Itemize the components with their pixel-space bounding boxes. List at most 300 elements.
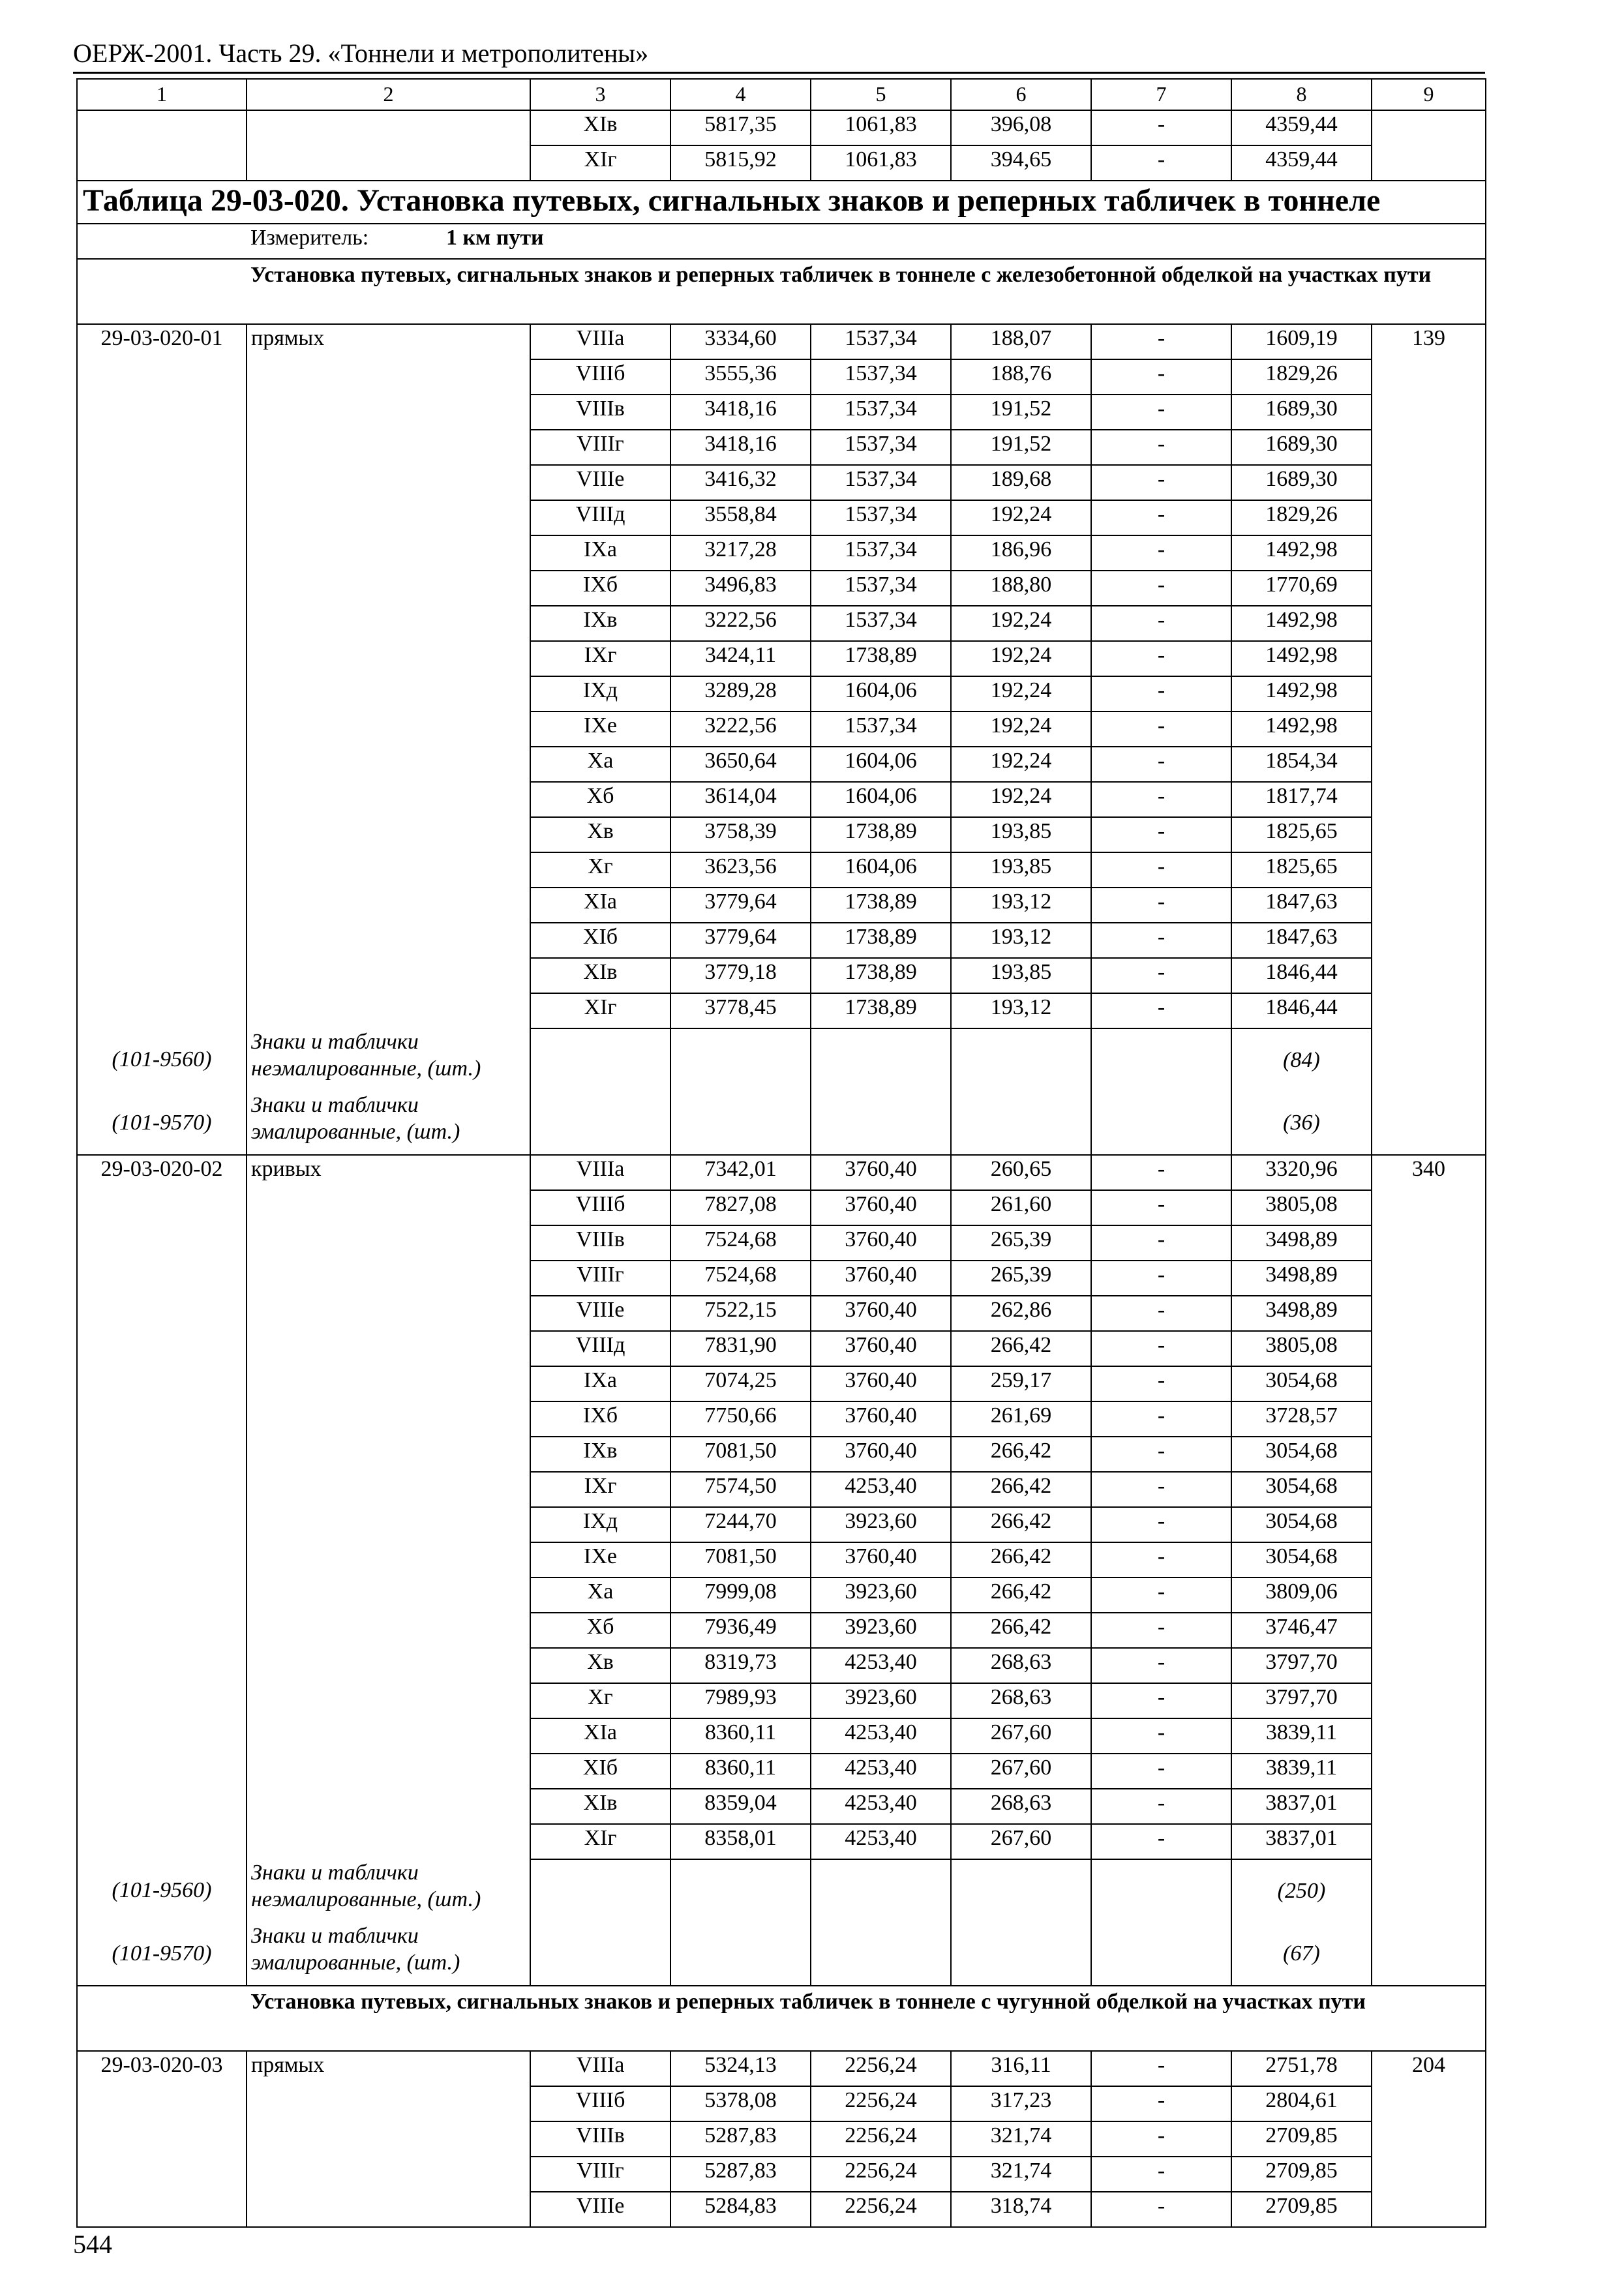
rate-code: 29-03-020-01 <box>77 324 247 359</box>
cell-col-5: 4253,40 <box>811 1472 951 1507</box>
meter-label: Измеритель: <box>250 226 369 250</box>
cell-col-1 <box>77 641 247 676</box>
cell-col-4: 7999,08 <box>670 1578 811 1613</box>
cell-col-4: 3623,56 <box>670 852 811 888</box>
cell-col-7: - <box>1091 500 1231 535</box>
cell-col-2 <box>247 1366 530 1401</box>
cell-col-1 <box>77 1437 247 1472</box>
section-spacer <box>77 259 247 324</box>
cell-col-1 <box>77 782 247 817</box>
cell-col-3: Xб <box>530 782 670 817</box>
cell-col-5: 3760,40 <box>811 1225 951 1261</box>
cell-col-6: 266,42 <box>951 1437 1091 1472</box>
cell-col-2 <box>247 571 530 606</box>
cell-col-3: VIIIе <box>530 1296 670 1331</box>
cell-col-6: 396,08 <box>951 110 1091 145</box>
cell-col-6: 188,07 <box>951 324 1091 359</box>
cell-col-1 <box>77 571 247 606</box>
table-row <box>77 465 1486 500</box>
cell-col-5: 2256,24 <box>811 2157 951 2192</box>
table-row <box>77 324 1486 359</box>
meter-row <box>77 224 1486 259</box>
column-number: 9 <box>1372 79 1486 110</box>
cell-col-6: 192,24 <box>951 641 1091 676</box>
cell-col-4: 8359,04 <box>670 1789 811 1824</box>
cell-col-1 <box>77 1578 247 1613</box>
cell-col-2 <box>247 1401 530 1437</box>
table-row <box>77 711 1486 747</box>
cell-col-2 <box>247 1225 530 1261</box>
cell-col-4: 5284,83 <box>670 2192 811 2227</box>
table-row <box>77 1542 1486 1578</box>
cell-col-8: 1492,98 <box>1231 641 1372 676</box>
table-row <box>77 430 1486 465</box>
cell-col-2 <box>247 395 530 430</box>
cell-col-1 <box>77 2121 247 2157</box>
cell-col-5: 1738,89 <box>811 817 951 852</box>
cell-col-7 <box>1091 1922 1231 1986</box>
table-row <box>77 2192 1486 2227</box>
cell-col-4: 3779,64 <box>670 888 811 923</box>
cell-col-5: 3923,60 <box>811 1613 951 1648</box>
cell-col-7: - <box>1091 1507 1231 1542</box>
table-row <box>77 1613 1486 1648</box>
cell-col-3: XIв <box>530 1789 670 1824</box>
cell-col-5: 1061,83 <box>811 110 951 145</box>
cell-col-5 <box>811 1092 951 1155</box>
cell-col-4: 8319,73 <box>670 1648 811 1683</box>
cell-col-8: 3054,68 <box>1231 1366 1372 1401</box>
cell-col-4: 3779,64 <box>670 923 811 958</box>
meter-value: 1 км пути <box>446 226 544 250</box>
cell-col-6: 259,17 <box>951 1366 1091 1401</box>
table-row <box>77 1683 1486 1718</box>
cell-col-1 <box>77 1190 247 1225</box>
cell-col-6: 316,11 <box>951 2051 1091 2086</box>
table-title: Таблица 29-03-020. Установка путевых, сигнальных знаков и реперных табличек в тоннеле <box>77 181 1486 224</box>
table-row <box>77 923 1486 958</box>
cell-col-4 <box>670 1028 811 1092</box>
cell-col-1 <box>77 888 247 923</box>
cell-col-7: - <box>1091 1648 1231 1683</box>
cell-col-2 <box>247 993 530 1028</box>
cell-col-3 <box>530 1092 670 1155</box>
section-title-row <box>77 259 1486 324</box>
cell-col-6: 267,60 <box>951 1824 1091 1859</box>
cell-col-5: 4253,40 <box>811 1718 951 1754</box>
cell-col-2 <box>247 606 530 641</box>
cell-col-6: 268,63 <box>951 1789 1091 1824</box>
cell-col-7: - <box>1091 2051 1231 2086</box>
cell-col-1 <box>77 852 247 888</box>
cell-col-5: 1604,06 <box>811 676 951 711</box>
cell-col-7: - <box>1091 535 1231 571</box>
cell-col-3: Xв <box>530 817 670 852</box>
cell-col-3: IXг <box>530 641 670 676</box>
table-row <box>77 993 1486 1028</box>
cell-col-3: VIIIб <box>530 1190 670 1225</box>
cell-col-6: 266,42 <box>951 1507 1091 1542</box>
cell-col-4: 8360,11 <box>670 1754 811 1789</box>
material-row <box>77 1859 1486 1922</box>
cell-col-8: 3797,70 <box>1231 1648 1372 1683</box>
cell-col-4: 3289,28 <box>670 676 811 711</box>
cell-col-7: - <box>1091 1190 1231 1225</box>
cell-col-6: 192,24 <box>951 676 1091 711</box>
cell-col-4: 7524,68 <box>670 1261 811 1296</box>
cell-col-5: 1604,06 <box>811 747 951 782</box>
cell-col-5: 1061,83 <box>811 145 951 181</box>
cell-col-4: 7081,50 <box>670 1542 811 1578</box>
rate-column-9: 204 <box>1372 2051 1486 2227</box>
cell-col-9 <box>1372 110 1486 181</box>
table-row <box>77 676 1486 711</box>
cell-col-8: 3809,06 <box>1231 1578 1372 1613</box>
cell-col-3: VIIIг <box>530 430 670 465</box>
cell-col-7: - <box>1091 1225 1231 1261</box>
cell-col-8: 1492,98 <box>1231 676 1372 711</box>
cell-col-2 <box>247 1261 530 1296</box>
cell-col-7: - <box>1091 1437 1231 1472</box>
cell-col-3: IXб <box>530 571 670 606</box>
cell-col-5: 1537,34 <box>811 430 951 465</box>
cell-col-5: 3760,40 <box>811 1190 951 1225</box>
table-row <box>77 1261 1486 1296</box>
cell-col-4: 5324,13 <box>670 2051 811 2086</box>
cell-col-2 <box>247 1437 530 1472</box>
cell-col-8: 1689,30 <box>1231 465 1372 500</box>
cell-col-5: 4253,40 <box>811 1789 951 1824</box>
cell-col-8: 3054,68 <box>1231 1542 1372 1578</box>
cell-col-3 <box>530 1028 670 1092</box>
cell-col-8: 2709,85 <box>1231 2192 1372 2227</box>
cell-col-2 <box>247 888 530 923</box>
cell-col-7: - <box>1091 641 1231 676</box>
cell-col-8: 1829,26 <box>1231 359 1372 395</box>
material-row <box>77 1922 1486 1986</box>
cell-col-3: VIIIб <box>530 359 670 395</box>
section-title-row <box>77 1986 1486 2051</box>
cell-col-4: 7074,25 <box>670 1366 811 1401</box>
cell-col-4: 3758,39 <box>670 817 811 852</box>
cell-col-4: 3217,28 <box>670 535 811 571</box>
cell-col-1 <box>77 1366 247 1401</box>
cell-col-7: - <box>1091 852 1231 888</box>
cell-col-2 <box>247 1718 530 1754</box>
cell-col-5: 4253,40 <box>811 1754 951 1789</box>
cell-col-6: 193,12 <box>951 888 1091 923</box>
cell-col-7: - <box>1091 711 1231 747</box>
cell-col-6: 318,74 <box>951 2192 1091 2227</box>
cell-col-8: 1846,44 <box>1231 958 1372 993</box>
cell-col-3: IXб <box>530 1401 670 1437</box>
cell-col-8: 1829,26 <box>1231 500 1372 535</box>
cell-col-5: 3760,40 <box>811 1261 951 1296</box>
cell-col-8: 1492,98 <box>1231 606 1372 641</box>
table-row <box>77 1789 1486 1824</box>
cell-col-1 <box>77 1683 247 1718</box>
cell-col-3: Xв <box>530 1648 670 1683</box>
cell-col-7: - <box>1091 1296 1231 1331</box>
material-name: Знаки и таблички неэмалированные, (шт.) <box>247 1028 530 1092</box>
table-row <box>77 1824 1486 1859</box>
cell-col-7: - <box>1091 1155 1231 1190</box>
cell-col-1 <box>77 923 247 958</box>
cell-col-4 <box>670 1859 811 1922</box>
table-row <box>77 1578 1486 1613</box>
cell-col-7: - <box>1091 958 1231 993</box>
cell-col-1 <box>77 1507 247 1542</box>
rate-code: 29-03-020-03 <box>77 2051 247 2086</box>
table-row <box>77 2051 1486 2086</box>
table-row <box>77 747 1486 782</box>
cell-col-7: - <box>1091 2192 1231 2227</box>
cell-col-3: VIIIе <box>530 465 670 500</box>
cell-col-6: 192,24 <box>951 500 1091 535</box>
cell-col-6: 266,42 <box>951 1331 1091 1366</box>
cell-col-3: IXа <box>530 535 670 571</box>
cell-col-7: - <box>1091 1542 1231 1578</box>
table-row <box>77 958 1486 993</box>
cell-col-3: VIIIг <box>530 2157 670 2192</box>
cell-col-2 <box>247 465 530 500</box>
cell-col-3: IXе <box>530 711 670 747</box>
cell-col-4: 5378,08 <box>670 2086 811 2121</box>
cell-col-1 <box>77 1542 247 1578</box>
cell-col-4: 3555,36 <box>670 359 811 395</box>
cell-col-1 <box>77 747 247 782</box>
cell-col-4: 7989,93 <box>670 1683 811 1718</box>
cell-col-8: 3837,01 <box>1231 1789 1372 1824</box>
cell-col-2 <box>247 1578 530 1613</box>
cell-col-7: - <box>1091 923 1231 958</box>
cell-col-6: 193,85 <box>951 852 1091 888</box>
cell-col-1 <box>77 2157 247 2192</box>
cell-col-4: 3650,64 <box>670 747 811 782</box>
cell-col-1 <box>77 1472 247 1507</box>
cell-col-7: - <box>1091 606 1231 641</box>
meter-cell <box>247 224 1486 259</box>
column-number: 2 <box>247 79 530 110</box>
cell-col-5: 3760,40 <box>811 1401 951 1437</box>
cell-col-7: - <box>1091 324 1231 359</box>
cell-col-2 <box>247 2086 530 2121</box>
table-row <box>77 606 1486 641</box>
table-row <box>77 1437 1486 1472</box>
cell-col-2 <box>247 711 530 747</box>
column-number: 8 <box>1231 79 1372 110</box>
cell-col-4: 8358,01 <box>670 1824 811 1859</box>
cell-col-5: 3760,40 <box>811 1296 951 1331</box>
cell-col-6: 394,65 <box>951 145 1091 181</box>
cell-col-7: - <box>1091 782 1231 817</box>
cell-col-4: 5287,83 <box>670 2121 811 2157</box>
cell-col-1 <box>77 430 247 465</box>
cell-col-1 <box>77 1824 247 1859</box>
cell-col-6: 192,24 <box>951 782 1091 817</box>
cell-col-4: 7524,68 <box>670 1225 811 1261</box>
cell-col-8: 1609,19 <box>1231 324 1372 359</box>
cell-col-6: 261,60 <box>951 1190 1091 1225</box>
cell-col-8: 3746,47 <box>1231 1613 1372 1648</box>
cell-col-1 <box>77 1261 247 1296</box>
cell-col-3: XIа <box>530 888 670 923</box>
cell-col-6: 267,60 <box>951 1718 1091 1754</box>
cell-col-2 <box>247 1754 530 1789</box>
cell-col-6: 265,39 <box>951 1261 1091 1296</box>
column-numbers-row <box>77 79 1486 110</box>
meter-spacer <box>77 224 247 259</box>
cell-col-3: VIIIд <box>530 1331 670 1366</box>
cell-col-3: VIIIг <box>530 1261 670 1296</box>
cell-col-7: - <box>1091 571 1231 606</box>
cell-col-3: IXд <box>530 676 670 711</box>
material-name: Знаки и таблички эмалированные, (шт.) <box>247 1922 530 1986</box>
cell-col-3: VIIIв <box>530 1225 670 1261</box>
cell-col-5: 3760,40 <box>811 1331 951 1366</box>
cell-col-8: 2709,85 <box>1231 2157 1372 2192</box>
cell-col-4: 3418,16 <box>670 430 811 465</box>
table-row <box>77 817 1486 852</box>
cell-col-3: XIв <box>530 110 670 145</box>
material-name: Знаки и таблички неэмалированные, (шт.) <box>247 1859 530 1922</box>
cell-col-8: 3839,11 <box>1231 1718 1372 1754</box>
cell-col-5: 1738,89 <box>811 958 951 993</box>
table-row <box>77 1366 1486 1401</box>
cell-col-4: 3418,16 <box>670 395 811 430</box>
rate-column-9: 340 <box>1372 1155 1486 1986</box>
cell-col-4: 8360,11 <box>670 1718 811 1754</box>
cell-col-8: 1492,98 <box>1231 711 1372 747</box>
cell-col-6: 189,68 <box>951 465 1091 500</box>
cell-col-2 <box>247 958 530 993</box>
cell-col-3: Xг <box>530 852 670 888</box>
cell-col-7: - <box>1091 1683 1231 1718</box>
cell-col-1 <box>77 1718 247 1754</box>
table-row <box>77 888 1486 923</box>
material-row <box>77 1028 1486 1092</box>
cell-col-1 <box>77 1296 247 1331</box>
cell-col-2 <box>247 1542 530 1578</box>
cell-col-5: 1537,34 <box>811 395 951 430</box>
cell-col-3: XIг <box>530 1824 670 1859</box>
cell-col-1 <box>77 1401 247 1437</box>
cell-col-8: 3797,70 <box>1231 1683 1372 1718</box>
header-rule <box>73 72 1485 74</box>
cell-col-5: 3923,60 <box>811 1578 951 1613</box>
cell-col-5: 3760,40 <box>811 1542 951 1578</box>
table-row <box>77 1401 1486 1437</box>
rate-code: 29-03-020-02 <box>77 1155 247 1190</box>
cell-col-6: 266,42 <box>951 1542 1091 1578</box>
material-code: (101-9570) <box>77 1922 247 1986</box>
cell-col-6 <box>951 1028 1091 1092</box>
cell-col-5: 1738,89 <box>811 993 951 1028</box>
cell-col-3: VIIIб <box>530 2086 670 2121</box>
cell-col-7: - <box>1091 1261 1231 1296</box>
cell-col-6: 266,42 <box>951 1613 1091 1648</box>
cell-col-3: Xа <box>530 1578 670 1613</box>
cell-col-5: 1537,34 <box>811 324 951 359</box>
cell-col-6: 186,96 <box>951 535 1091 571</box>
cell-col-3: Xа <box>530 747 670 782</box>
cell-col-2 <box>247 1472 530 1507</box>
cell-col-6: 193,12 <box>951 923 1091 958</box>
cell-col-5: 1738,89 <box>811 888 951 923</box>
cell-col-2 <box>247 1789 530 1824</box>
table-row <box>77 1331 1486 1366</box>
cell-col-5: 1537,34 <box>811 606 951 641</box>
cell-col-5: 2256,24 <box>811 2086 951 2121</box>
cell-col-6 <box>951 1092 1091 1155</box>
cell-col-1 <box>77 1331 247 1366</box>
table-row <box>77 535 1486 571</box>
cell-col-6: 267,60 <box>951 1754 1091 1789</box>
cell-col-5 <box>811 1028 951 1092</box>
cell-col-2 <box>247 852 530 888</box>
cell-col-6: 321,74 <box>951 2157 1091 2192</box>
cell-col-1 <box>77 1613 247 1648</box>
cell-col-6: 266,42 <box>951 1578 1091 1613</box>
cell-col-4: 5815,92 <box>670 145 811 181</box>
cell-col-3: XIб <box>530 1754 670 1789</box>
cell-col-3: IXв <box>530 1437 670 1472</box>
cell-col-4: 7936,49 <box>670 1613 811 1648</box>
rate-column-9: 139 <box>1372 324 1486 1155</box>
rates-table <box>76 78 1486 2228</box>
cell-col-7: - <box>1091 1754 1231 1789</box>
cell-col-2 <box>247 923 530 958</box>
cell-col-5: 2256,24 <box>811 2051 951 2086</box>
cell-col-7: - <box>1091 1366 1231 1401</box>
cell-col-3: Xб <box>530 1613 670 1648</box>
cell-col-4: 7342,01 <box>670 1155 811 1190</box>
table-title-row <box>77 181 1486 224</box>
column-number: 5 <box>811 79 951 110</box>
column-number: 3 <box>530 79 670 110</box>
cell-col-3: IXе <box>530 1542 670 1578</box>
cell-col-7 <box>1091 1028 1231 1092</box>
table-row <box>77 1507 1486 1542</box>
cell-col-7: - <box>1091 465 1231 500</box>
cell-col-7: - <box>1091 2157 1231 2192</box>
cell-col-8: 1846,44 <box>1231 993 1372 1028</box>
page-header: ОЕРЖ-2001. Часть 29. «Тоннели и метрополитены» <box>73 38 649 68</box>
cell-col-7: - <box>1091 395 1231 430</box>
table-row <box>77 782 1486 817</box>
cell-col-2 <box>247 1613 530 1648</box>
cell-col-4: 3614,04 <box>670 782 811 817</box>
cell-col-4: 3778,45 <box>670 993 811 1028</box>
cell-col-7 <box>1091 1092 1231 1155</box>
cell-col-8: 1689,30 <box>1231 395 1372 430</box>
cell-col-4: 7244,70 <box>670 1507 811 1542</box>
cell-col-8: 3498,89 <box>1231 1225 1372 1261</box>
cell-col-1 <box>77 711 247 747</box>
cell-col-8: 2709,85 <box>1231 2121 1372 2157</box>
cell-col-8: 1817,74 <box>1231 782 1372 817</box>
cell-col-6: 191,52 <box>951 430 1091 465</box>
cell-col-5: 4253,40 <box>811 1648 951 1683</box>
cell-col-1 <box>77 2192 247 2227</box>
material-value: (84) <box>1231 1028 1372 1092</box>
cell-col-5: 1537,34 <box>811 535 951 571</box>
cell-col-2 <box>247 2121 530 2157</box>
cell-col-5: 1604,06 <box>811 852 951 888</box>
cell-col-6: 192,24 <box>951 747 1091 782</box>
cell-col-2 <box>247 2192 530 2227</box>
cell-col-3: VIIIа <box>530 2051 670 2086</box>
